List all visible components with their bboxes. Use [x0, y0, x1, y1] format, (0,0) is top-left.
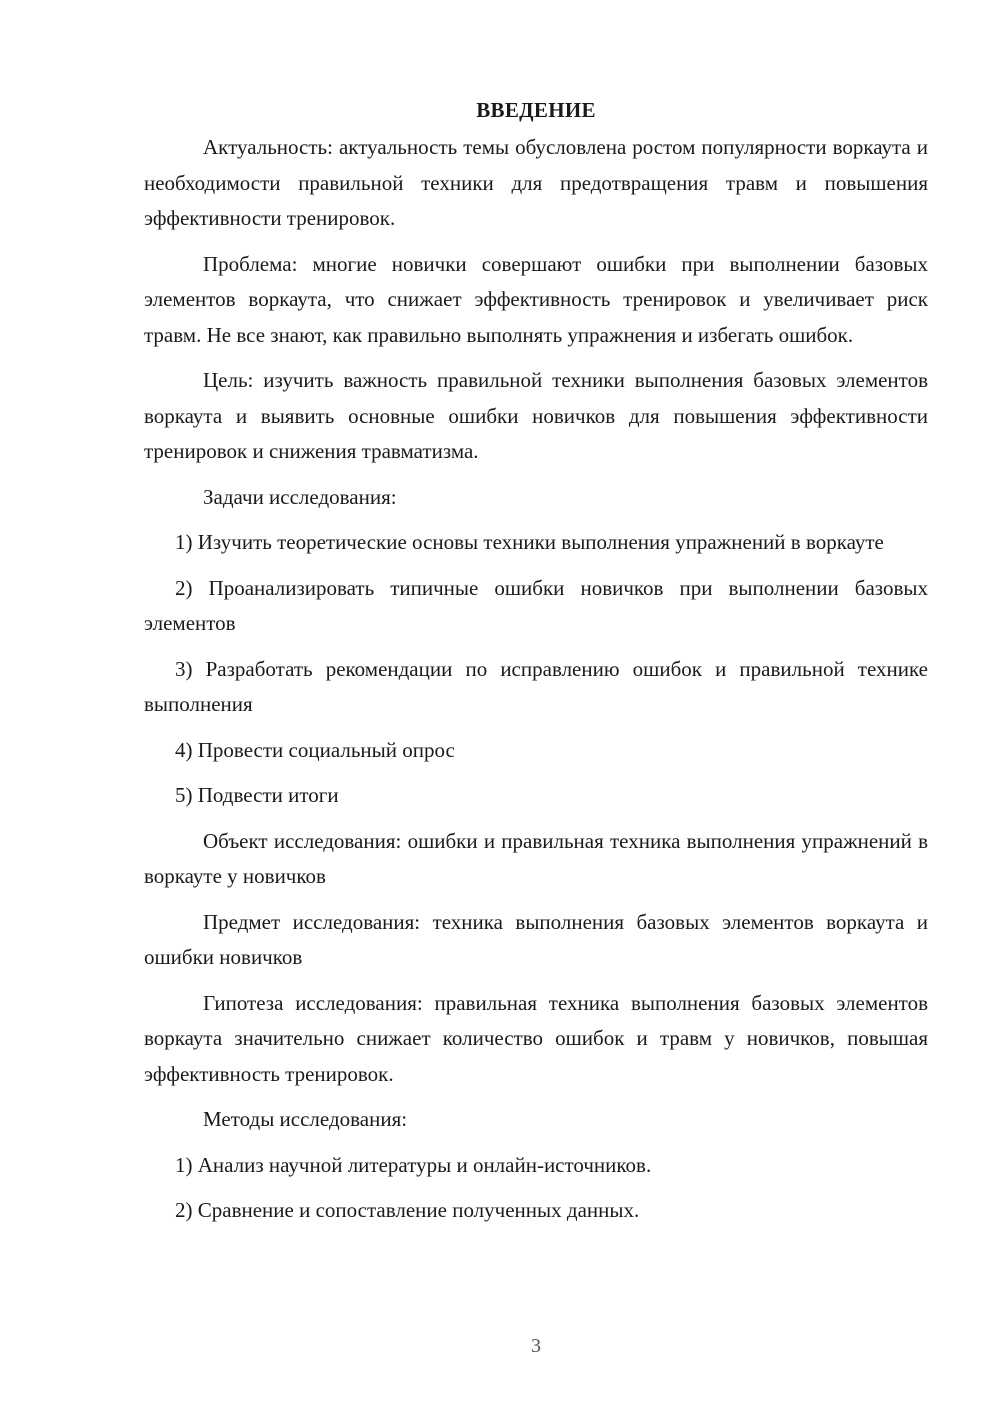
methods-heading: Методы исследования:: [203, 1107, 408, 1131]
task-item: 5) Подвести итоги: [175, 783, 339, 807]
object-paragraph: Объект исследования: ошибки и правильная техника выполнения упражнений в воркауте у новичков: [144, 828, 928, 888]
problem-paragraph: Проблема: многие новички совершают ошибки при выполнении базовых элементов воркаута, что снижает эффективность тренировок и увеличивает риск травм. Не все знают, как правильно выполнять упражнения и избегать ошибок.: [144, 251, 928, 347]
relevance-paragraph: Актуальность: актуальность темы обусловлена ростом популярности воркаута и необходимости правильной техники для предотвращения травм и повышения эффективности тренировок.: [144, 135, 928, 230]
hypothesis-paragraph: Гипотеза исследования: правильная техника выполнения базовых элементов воркаута значительно снижает количество ошибок и травм у новичков, повышая эффективность тренировок.: [144, 990, 928, 1086]
page-number-footer: [0, 1332, 1000, 1360]
page-number: 3: [531, 1335, 541, 1357]
subject-paragraph: Предмет исследования: техника выполнения базовых элементов воркаута и ошибки новичков: [144, 909, 928, 969]
method-item: 1) Анализ научной литературы и онлайн-источников.: [175, 1152, 652, 1177]
task-item: 3) Разработать рекомендации по исправлению ошибок и правильной технике выполнения: [144, 656, 928, 716]
page-content: [144, 90, 928, 1239]
task-item: 4) Провести социальный опрос: [175, 737, 455, 762]
method-item: 2) Сравнение и сопоставление полученных данных.: [175, 1198, 640, 1222]
section-title: ВВЕДЕНИЕ: [476, 98, 596, 122]
task-item: 1) Изучить теоретические основы техники выполнения упражнений в воркауте: [175, 530, 884, 554]
tasks-heading: Задачи исследования:: [203, 484, 397, 509]
task-item: 2) Проанализировать типичные ошибки новичков при выполнении базовых элементов: [144, 575, 928, 635]
goal-paragraph: Цель: изучить важность правильной техники выполнения базовых элементов воркаута и выявить основные ошибки новичков для повышения эффективности тренировок и снижения травматизма.: [144, 368, 928, 463]
